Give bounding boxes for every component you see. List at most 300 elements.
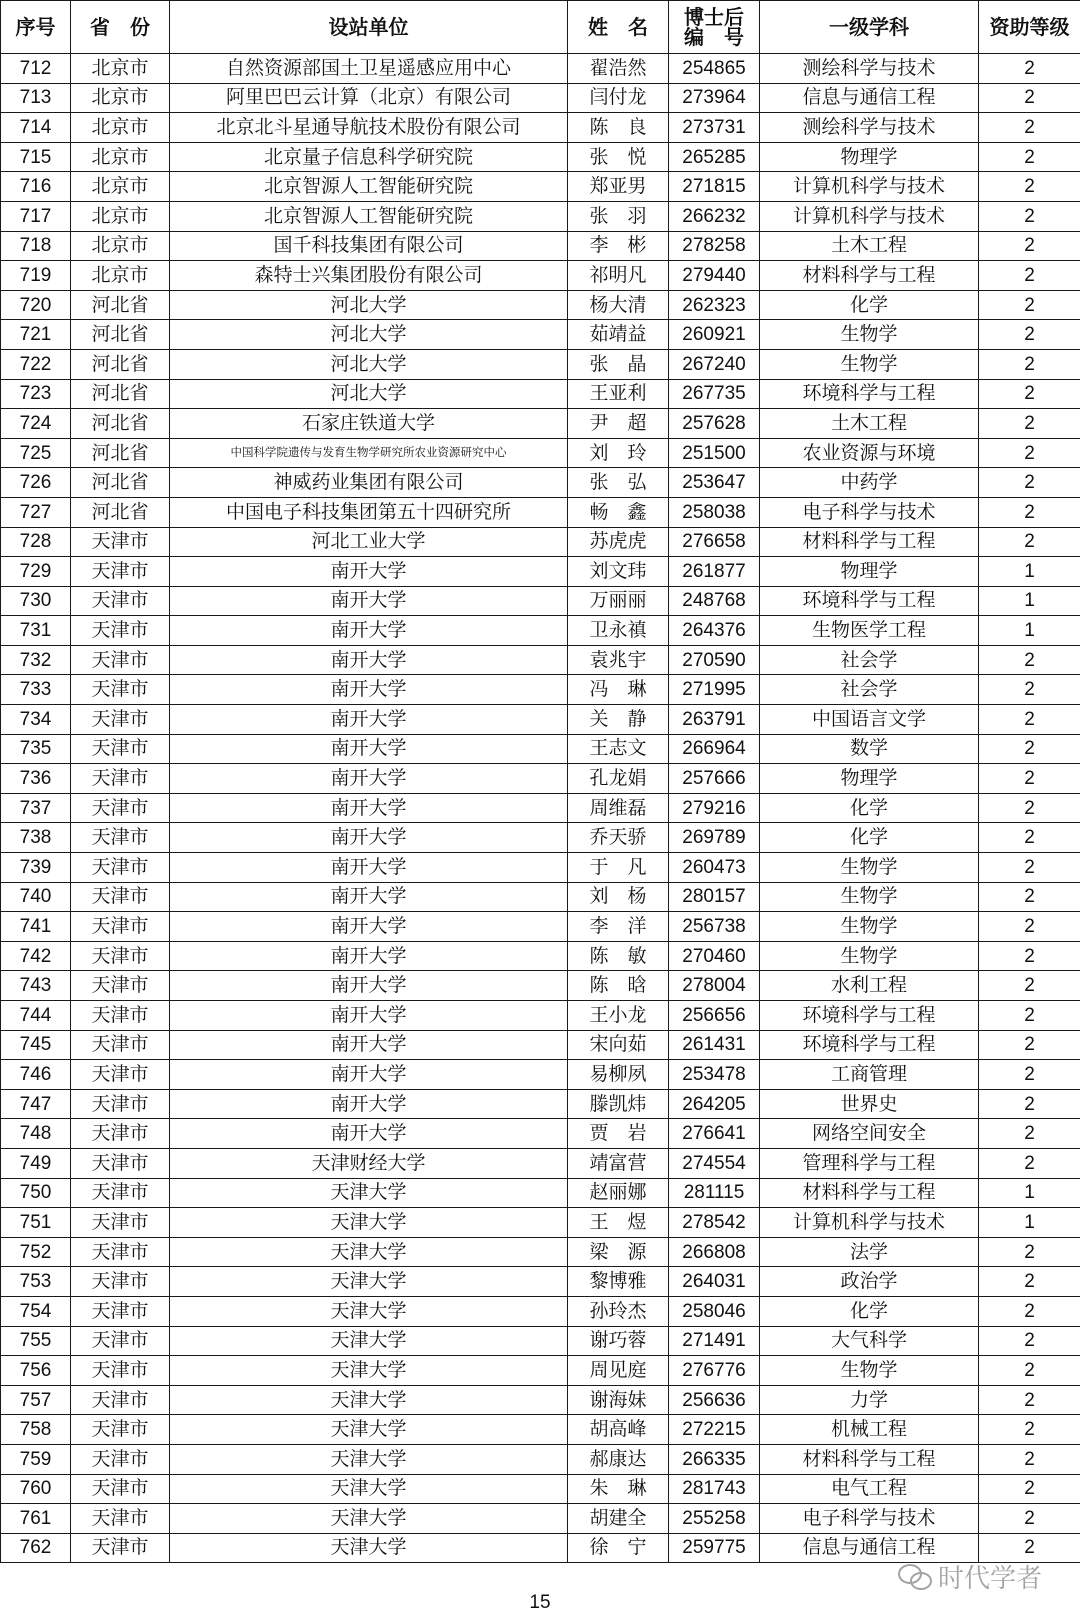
cell-province: 北京市 bbox=[71, 201, 170, 231]
cell-funding-level: 2 bbox=[979, 290, 1080, 320]
table-row bbox=[1, 1237, 1080, 1267]
cell-funding-level: 1 bbox=[979, 616, 1080, 646]
cell-discipline: 化学 bbox=[760, 290, 979, 320]
cell-postdoc-number: 248768 bbox=[669, 586, 760, 616]
cell-discipline: 中国语言文学 bbox=[760, 705, 979, 735]
cell-funding-level: 2 bbox=[979, 54, 1080, 84]
cell-province: 天津市 bbox=[71, 1504, 170, 1534]
cell-serial: 739 bbox=[1, 853, 71, 883]
table-row bbox=[1, 1030, 1080, 1060]
wechat-icon bbox=[898, 1564, 932, 1590]
cell-funding-level: 2 bbox=[979, 971, 1080, 1001]
cell-funding-level: 2 bbox=[979, 497, 1080, 527]
cell-postdoc-number: 261877 bbox=[669, 557, 760, 587]
table-row bbox=[1, 1001, 1080, 1031]
cell-host-unit: 南开大学 bbox=[170, 586, 568, 616]
cell-discipline: 生物医学工程 bbox=[760, 616, 979, 646]
table-row bbox=[1, 172, 1080, 202]
cell-funding-level: 2 bbox=[979, 645, 1080, 675]
cell-province: 天津市 bbox=[71, 675, 170, 705]
header-postdoc-number-line2: 编 号 bbox=[684, 25, 744, 49]
cell-discipline: 生物学 bbox=[760, 882, 979, 912]
cell-funding-level: 2 bbox=[979, 349, 1080, 379]
cell-host-unit: 北京北斗星通导航技术股份有限公司 bbox=[170, 113, 568, 143]
cell-discipline: 信息与通信工程 bbox=[760, 1533, 979, 1563]
cell-serial: 753 bbox=[1, 1267, 71, 1297]
cell-postdoc-number: 278542 bbox=[669, 1208, 760, 1238]
cell-discipline: 工商管理 bbox=[760, 1060, 979, 1090]
table-row bbox=[1, 438, 1080, 468]
cell-host-unit: 天津大学 bbox=[170, 1208, 568, 1238]
cell-serial: 742 bbox=[1, 941, 71, 971]
cell-name: 王亚利 bbox=[568, 379, 669, 409]
cell-host-unit: 北京量子信息科学研究院 bbox=[170, 142, 568, 172]
table-row bbox=[1, 1296, 1080, 1326]
cell-serial: 724 bbox=[1, 409, 71, 439]
cell-serial: 727 bbox=[1, 497, 71, 527]
cell-funding-level: 2 bbox=[979, 113, 1080, 143]
cell-name: 徐 宁 bbox=[568, 1533, 669, 1563]
table-row bbox=[1, 853, 1080, 883]
cell-discipline: 法学 bbox=[760, 1237, 979, 1267]
cell-funding-level: 2 bbox=[979, 1356, 1080, 1386]
cell-host-unit: 天津大学 bbox=[170, 1415, 568, 1445]
cell-funding-level: 2 bbox=[979, 764, 1080, 794]
cell-serial: 735 bbox=[1, 734, 71, 764]
cell-name: 宋向茹 bbox=[568, 1030, 669, 1060]
table-row bbox=[1, 912, 1080, 942]
table-row bbox=[1, 1060, 1080, 1090]
cell-province: 天津市 bbox=[71, 1089, 170, 1119]
table-row bbox=[1, 645, 1080, 675]
cell-host-unit: 中国电子科技集团第五十四研究所 bbox=[170, 497, 568, 527]
cell-postdoc-number: 255258 bbox=[669, 1504, 760, 1534]
cell-postdoc-number: 281115 bbox=[669, 1178, 760, 1208]
table-row bbox=[1, 1178, 1080, 1208]
cell-host-unit: 南开大学 bbox=[170, 1119, 568, 1149]
cell-province: 天津市 bbox=[71, 1001, 170, 1031]
cell-province: 河北省 bbox=[71, 349, 170, 379]
table-row bbox=[1, 527, 1080, 557]
cell-serial: 712 bbox=[1, 54, 71, 84]
header-postdoc-number-line1: 博士后 bbox=[684, 5, 744, 29]
table-row bbox=[1, 1089, 1080, 1119]
cell-name: 于 凡 bbox=[568, 853, 669, 883]
cell-funding-level: 2 bbox=[979, 853, 1080, 883]
cell-province: 天津市 bbox=[71, 1474, 170, 1504]
watermark-text: 时代学者 bbox=[937, 1564, 1042, 1594]
cell-host-unit: 南开大学 bbox=[170, 941, 568, 971]
cell-funding-level: 2 bbox=[979, 705, 1080, 735]
cell-postdoc-number: 266232 bbox=[669, 201, 760, 231]
cell-name: 易柳夙 bbox=[568, 1060, 669, 1090]
cell-funding-level: 1 bbox=[979, 586, 1080, 616]
cell-discipline: 计算机科学与技术 bbox=[760, 1208, 979, 1238]
cell-host-unit: 天津大学 bbox=[170, 1296, 568, 1326]
cell-serial: 755 bbox=[1, 1326, 71, 1356]
cell-discipline: 电子科学与技术 bbox=[760, 497, 979, 527]
cell-serial: 746 bbox=[1, 1060, 71, 1090]
cell-postdoc-number: 271491 bbox=[669, 1326, 760, 1356]
cell-host-unit: 天津大学 bbox=[170, 1385, 568, 1415]
cell-name: 孔龙娟 bbox=[568, 764, 669, 794]
cell-discipline: 环境科学与工程 bbox=[760, 1001, 979, 1031]
cell-postdoc-number: 264031 bbox=[669, 1267, 760, 1297]
cell-name: 郑亚男 bbox=[568, 172, 669, 202]
cell-serial: 728 bbox=[1, 527, 71, 557]
table-row bbox=[1, 1385, 1080, 1415]
cell-host-unit: 南开大学 bbox=[170, 1030, 568, 1060]
cell-discipline: 中药学 bbox=[760, 468, 979, 498]
cell-funding-level: 2 bbox=[979, 231, 1080, 261]
cell-serial: 737 bbox=[1, 793, 71, 823]
cell-serial: 740 bbox=[1, 882, 71, 912]
table-row bbox=[1, 83, 1080, 113]
cell-host-unit: 国千科技集团有限公司 bbox=[170, 231, 568, 261]
cell-discipline: 数学 bbox=[760, 734, 979, 764]
cell-funding-level: 1 bbox=[979, 1178, 1080, 1208]
cell-host-unit: 南开大学 bbox=[170, 645, 568, 675]
cell-host-unit: 南开大学 bbox=[170, 675, 568, 705]
cell-name: 贾 岩 bbox=[568, 1119, 669, 1149]
cell-postdoc-number: 260473 bbox=[669, 853, 760, 883]
cell-name: 黎博雅 bbox=[568, 1267, 669, 1297]
cell-host-unit: 河北大学 bbox=[170, 349, 568, 379]
table-row bbox=[1, 54, 1080, 84]
table-row bbox=[1, 557, 1080, 587]
cell-host-unit: 南开大学 bbox=[170, 1060, 568, 1090]
cell-discipline: 电子科学与技术 bbox=[760, 1504, 979, 1534]
cell-serial: 716 bbox=[1, 172, 71, 202]
cell-funding-level: 2 bbox=[979, 1326, 1080, 1356]
cell-postdoc-number: 263791 bbox=[669, 705, 760, 735]
cell-discipline: 化学 bbox=[760, 823, 979, 853]
table-row bbox=[1, 941, 1080, 971]
cell-funding-level: 2 bbox=[979, 1296, 1080, 1326]
cell-discipline: 化学 bbox=[760, 793, 979, 823]
table-row bbox=[1, 379, 1080, 409]
cell-host-unit: 天津大学 bbox=[170, 1237, 568, 1267]
cell-postdoc-number: 279440 bbox=[669, 261, 760, 291]
cell-name: 郝康达 bbox=[568, 1444, 669, 1474]
cell-host-unit: 阿里巴巴云计算（北京）有限公司 bbox=[170, 83, 568, 113]
cell-postdoc-number: 276658 bbox=[669, 527, 760, 557]
cell-discipline: 社会学 bbox=[760, 675, 979, 705]
cell-name: 刘 玲 bbox=[568, 438, 669, 468]
table-row bbox=[1, 971, 1080, 1001]
cell-postdoc-number: 279216 bbox=[669, 793, 760, 823]
cell-province: 天津市 bbox=[71, 1148, 170, 1178]
cell-province: 天津市 bbox=[71, 1385, 170, 1415]
cell-discipline: 生物学 bbox=[760, 912, 979, 942]
cell-province: 天津市 bbox=[71, 586, 170, 616]
cell-funding-level: 2 bbox=[979, 438, 1080, 468]
cell-name: 闫付龙 bbox=[568, 83, 669, 113]
table-row bbox=[1, 142, 1080, 172]
cell-serial: 714 bbox=[1, 113, 71, 143]
cell-funding-level: 2 bbox=[979, 1237, 1080, 1267]
cell-serial: 719 bbox=[1, 261, 71, 291]
cell-funding-level: 2 bbox=[979, 1001, 1080, 1031]
cell-host-unit: 南开大学 bbox=[170, 793, 568, 823]
cell-funding-level: 2 bbox=[979, 1060, 1080, 1090]
cell-discipline: 电气工程 bbox=[760, 1474, 979, 1504]
cell-host-unit: 南开大学 bbox=[170, 764, 568, 794]
cell-province: 天津市 bbox=[71, 645, 170, 675]
cell-name: 朱 琳 bbox=[568, 1474, 669, 1504]
cell-host-unit: 中国科学院遗传与发育生物学研究所农业资源研究中心 bbox=[170, 438, 568, 468]
table-row bbox=[1, 497, 1080, 527]
cell-province: 天津市 bbox=[71, 764, 170, 794]
cell-serial: 731 bbox=[1, 616, 71, 646]
cell-postdoc-number: 272215 bbox=[669, 1415, 760, 1445]
cell-serial: 758 bbox=[1, 1415, 71, 1445]
cell-name: 袁兆宇 bbox=[568, 645, 669, 675]
cell-funding-level: 2 bbox=[979, 1474, 1080, 1504]
cell-name: 刘 杨 bbox=[568, 882, 669, 912]
cell-province: 天津市 bbox=[71, 616, 170, 646]
cell-province: 天津市 bbox=[71, 1444, 170, 1474]
header-host-unit: 设站单位 bbox=[170, 1, 568, 54]
cell-province: 天津市 bbox=[71, 1415, 170, 1445]
cell-serial: 741 bbox=[1, 912, 71, 942]
cell-postdoc-number: 261431 bbox=[669, 1030, 760, 1060]
cell-discipline: 测绘科学与技术 bbox=[760, 54, 979, 84]
cell-funding-level: 2 bbox=[979, 83, 1080, 113]
cell-postdoc-number: 253647 bbox=[669, 468, 760, 498]
cell-serial: 754 bbox=[1, 1296, 71, 1326]
cell-province: 北京市 bbox=[71, 172, 170, 202]
cell-serial: 726 bbox=[1, 468, 71, 498]
cell-postdoc-number: 274554 bbox=[669, 1148, 760, 1178]
cell-postdoc-number: 257666 bbox=[669, 764, 760, 794]
cell-postdoc-number: 281743 bbox=[669, 1474, 760, 1504]
cell-host-unit: 天津大学 bbox=[170, 1444, 568, 1474]
cell-host-unit: 天津大学 bbox=[170, 1474, 568, 1504]
cell-name: 祁明凡 bbox=[568, 261, 669, 291]
cell-postdoc-number: 264376 bbox=[669, 616, 760, 646]
cell-name: 李 彬 bbox=[568, 231, 669, 261]
cell-name: 尹 超 bbox=[568, 409, 669, 439]
table-row bbox=[1, 231, 1080, 261]
cell-postdoc-number: 258046 bbox=[669, 1296, 760, 1326]
table-row bbox=[1, 261, 1080, 291]
cell-province: 天津市 bbox=[71, 1326, 170, 1356]
header-funding-level: 资助等级 bbox=[979, 1, 1080, 54]
cell-funding-level: 2 bbox=[979, 1148, 1080, 1178]
cell-name: 王志文 bbox=[568, 734, 669, 764]
cell-discipline: 世界史 bbox=[760, 1089, 979, 1119]
table-row bbox=[1, 409, 1080, 439]
cell-name: 王 煜 bbox=[568, 1208, 669, 1238]
cell-province: 北京市 bbox=[71, 113, 170, 143]
cell-discipline: 计算机科学与技术 bbox=[760, 172, 979, 202]
cell-host-unit: 河北大学 bbox=[170, 320, 568, 350]
cell-host-unit: 南开大学 bbox=[170, 557, 568, 587]
cell-discipline: 物理学 bbox=[760, 764, 979, 794]
cell-host-unit: 南开大学 bbox=[170, 971, 568, 1001]
cell-postdoc-number: 257628 bbox=[669, 409, 760, 439]
cell-host-unit: 南开大学 bbox=[170, 705, 568, 735]
watermark bbox=[898, 1558, 1042, 1595]
cell-discipline: 材料科学与工程 bbox=[760, 261, 979, 291]
cell-province: 天津市 bbox=[71, 971, 170, 1001]
table-row bbox=[1, 1326, 1080, 1356]
table-row bbox=[1, 1356, 1080, 1386]
cell-province: 河北省 bbox=[71, 290, 170, 320]
cell-province: 河北省 bbox=[71, 409, 170, 439]
cell-name: 王小龙 bbox=[568, 1001, 669, 1031]
cell-name: 周见庭 bbox=[568, 1356, 669, 1386]
cell-name: 冯 琳 bbox=[568, 675, 669, 705]
cell-discipline: 物理学 bbox=[760, 142, 979, 172]
cell-discipline: 环境科学与工程 bbox=[760, 586, 979, 616]
cell-postdoc-number: 265285 bbox=[669, 142, 760, 172]
cell-discipline: 测绘科学与技术 bbox=[760, 113, 979, 143]
cell-province: 河北省 bbox=[71, 379, 170, 409]
cell-discipline: 材料科学与工程 bbox=[760, 527, 979, 557]
cell-serial: 752 bbox=[1, 1237, 71, 1267]
cell-postdoc-number: 254865 bbox=[669, 54, 760, 84]
cell-serial: 745 bbox=[1, 1030, 71, 1060]
cell-province: 天津市 bbox=[71, 1060, 170, 1090]
table-row bbox=[1, 1148, 1080, 1178]
cell-discipline: 农业资源与环境 bbox=[760, 438, 979, 468]
cell-province: 天津市 bbox=[71, 1533, 170, 1563]
cell-serial: 713 bbox=[1, 83, 71, 113]
cell-host-unit: 河北大学 bbox=[170, 290, 568, 320]
cell-postdoc-number: 251500 bbox=[669, 438, 760, 468]
cell-province: 河北省 bbox=[71, 497, 170, 527]
cell-funding-level: 2 bbox=[979, 1385, 1080, 1415]
header-province: 省 份 bbox=[71, 1, 170, 54]
cell-postdoc-number: 270460 bbox=[669, 941, 760, 971]
table-row bbox=[1, 616, 1080, 646]
cell-serial: 750 bbox=[1, 1178, 71, 1208]
cell-name: 张 羽 bbox=[568, 201, 669, 231]
cell-name: 卫永禛 bbox=[568, 616, 669, 646]
cell-funding-level: 2 bbox=[979, 172, 1080, 202]
table-body bbox=[1, 54, 1080, 1563]
cell-funding-level: 2 bbox=[979, 409, 1080, 439]
table-row bbox=[1, 290, 1080, 320]
cell-discipline: 环境科学与工程 bbox=[760, 379, 979, 409]
cell-discipline: 管理科学与工程 bbox=[760, 1148, 979, 1178]
cell-serial: 743 bbox=[1, 971, 71, 1001]
cell-host-unit: 河北大学 bbox=[170, 379, 568, 409]
cell-name: 陈 敏 bbox=[568, 941, 669, 971]
cell-discipline: 生物学 bbox=[760, 1356, 979, 1386]
cell-name: 胡高峰 bbox=[568, 1415, 669, 1445]
cell-serial: 722 bbox=[1, 349, 71, 379]
cell-postdoc-number: 267240 bbox=[669, 349, 760, 379]
cell-funding-level: 2 bbox=[979, 1533, 1080, 1563]
cell-name: 陈 良 bbox=[568, 113, 669, 143]
table-row bbox=[1, 586, 1080, 616]
cell-serial: 744 bbox=[1, 1001, 71, 1031]
cell-name: 谢海妹 bbox=[568, 1385, 669, 1415]
cell-postdoc-number: 278004 bbox=[669, 971, 760, 1001]
cell-host-unit: 北京智源人工智能研究院 bbox=[170, 201, 568, 231]
cell-funding-level: 2 bbox=[979, 1267, 1080, 1297]
cell-funding-level: 2 bbox=[979, 320, 1080, 350]
cell-host-unit: 南开大学 bbox=[170, 912, 568, 942]
cell-postdoc-number: 259775 bbox=[669, 1533, 760, 1563]
cell-province: 天津市 bbox=[71, 853, 170, 883]
cell-name: 苏虎虎 bbox=[568, 527, 669, 557]
cell-name: 周维磊 bbox=[568, 793, 669, 823]
cell-serial: 760 bbox=[1, 1474, 71, 1504]
cell-serial: 747 bbox=[1, 1089, 71, 1119]
cell-funding-level: 1 bbox=[979, 557, 1080, 587]
cell-host-unit: 神威药业集团有限公司 bbox=[170, 468, 568, 498]
cell-province: 天津市 bbox=[71, 1119, 170, 1149]
cell-postdoc-number: 266335 bbox=[669, 1444, 760, 1474]
cell-serial: 749 bbox=[1, 1148, 71, 1178]
table-row bbox=[1, 675, 1080, 705]
cell-funding-level: 2 bbox=[979, 527, 1080, 557]
cell-postdoc-number: 256656 bbox=[669, 1001, 760, 1031]
cell-funding-level: 2 bbox=[979, 1415, 1080, 1445]
table-row bbox=[1, 1474, 1080, 1504]
cell-name: 翟浩然 bbox=[568, 54, 669, 84]
header-discipline: 一级学科 bbox=[760, 1, 979, 54]
cell-name: 胡建全 bbox=[568, 1504, 669, 1534]
cell-host-unit: 南开大学 bbox=[170, 1001, 568, 1031]
cell-host-unit: 天津大学 bbox=[170, 1356, 568, 1386]
cell-name: 万丽丽 bbox=[568, 586, 669, 616]
cell-funding-level: 2 bbox=[979, 882, 1080, 912]
cell-discipline: 政治学 bbox=[760, 1267, 979, 1297]
table-row bbox=[1, 320, 1080, 350]
cell-postdoc-number: 273964 bbox=[669, 83, 760, 113]
cell-discipline: 化学 bbox=[760, 1296, 979, 1326]
table-row bbox=[1, 882, 1080, 912]
cell-province: 北京市 bbox=[71, 261, 170, 291]
cell-funding-level: 2 bbox=[979, 468, 1080, 498]
cell-serial: 730 bbox=[1, 586, 71, 616]
cell-discipline: 网络空间安全 bbox=[760, 1119, 979, 1149]
cell-funding-level: 2 bbox=[979, 1119, 1080, 1149]
cell-funding-level: 2 bbox=[979, 1444, 1080, 1474]
cell-postdoc-number: 276641 bbox=[669, 1119, 760, 1149]
cell-name: 赵丽娜 bbox=[568, 1178, 669, 1208]
cell-name: 张 弘 bbox=[568, 468, 669, 498]
cell-discipline: 生物学 bbox=[760, 853, 979, 883]
cell-host-unit: 天津大学 bbox=[170, 1326, 568, 1356]
cell-funding-level: 2 bbox=[979, 1504, 1080, 1534]
cell-funding-level: 2 bbox=[979, 201, 1080, 231]
cell-name: 谢巧蓉 bbox=[568, 1326, 669, 1356]
cell-funding-level: 2 bbox=[979, 142, 1080, 172]
table-row bbox=[1, 1208, 1080, 1238]
cell-serial: 756 bbox=[1, 1356, 71, 1386]
cell-discipline: 机械工程 bbox=[760, 1415, 979, 1445]
cell-discipline: 信息与通信工程 bbox=[760, 83, 979, 113]
cell-serial: 733 bbox=[1, 675, 71, 705]
cell-funding-level: 1 bbox=[979, 1208, 1080, 1238]
cell-discipline: 土木工程 bbox=[760, 231, 979, 261]
cell-funding-level: 2 bbox=[979, 379, 1080, 409]
cell-name: 李 洋 bbox=[568, 912, 669, 942]
cell-funding-level: 2 bbox=[979, 823, 1080, 853]
cell-postdoc-number: 260921 bbox=[669, 320, 760, 350]
cell-serial: 759 bbox=[1, 1444, 71, 1474]
cell-province: 天津市 bbox=[71, 941, 170, 971]
cell-postdoc-number: 262323 bbox=[669, 290, 760, 320]
cell-postdoc-number: 266964 bbox=[669, 734, 760, 764]
cell-serial: 736 bbox=[1, 764, 71, 794]
